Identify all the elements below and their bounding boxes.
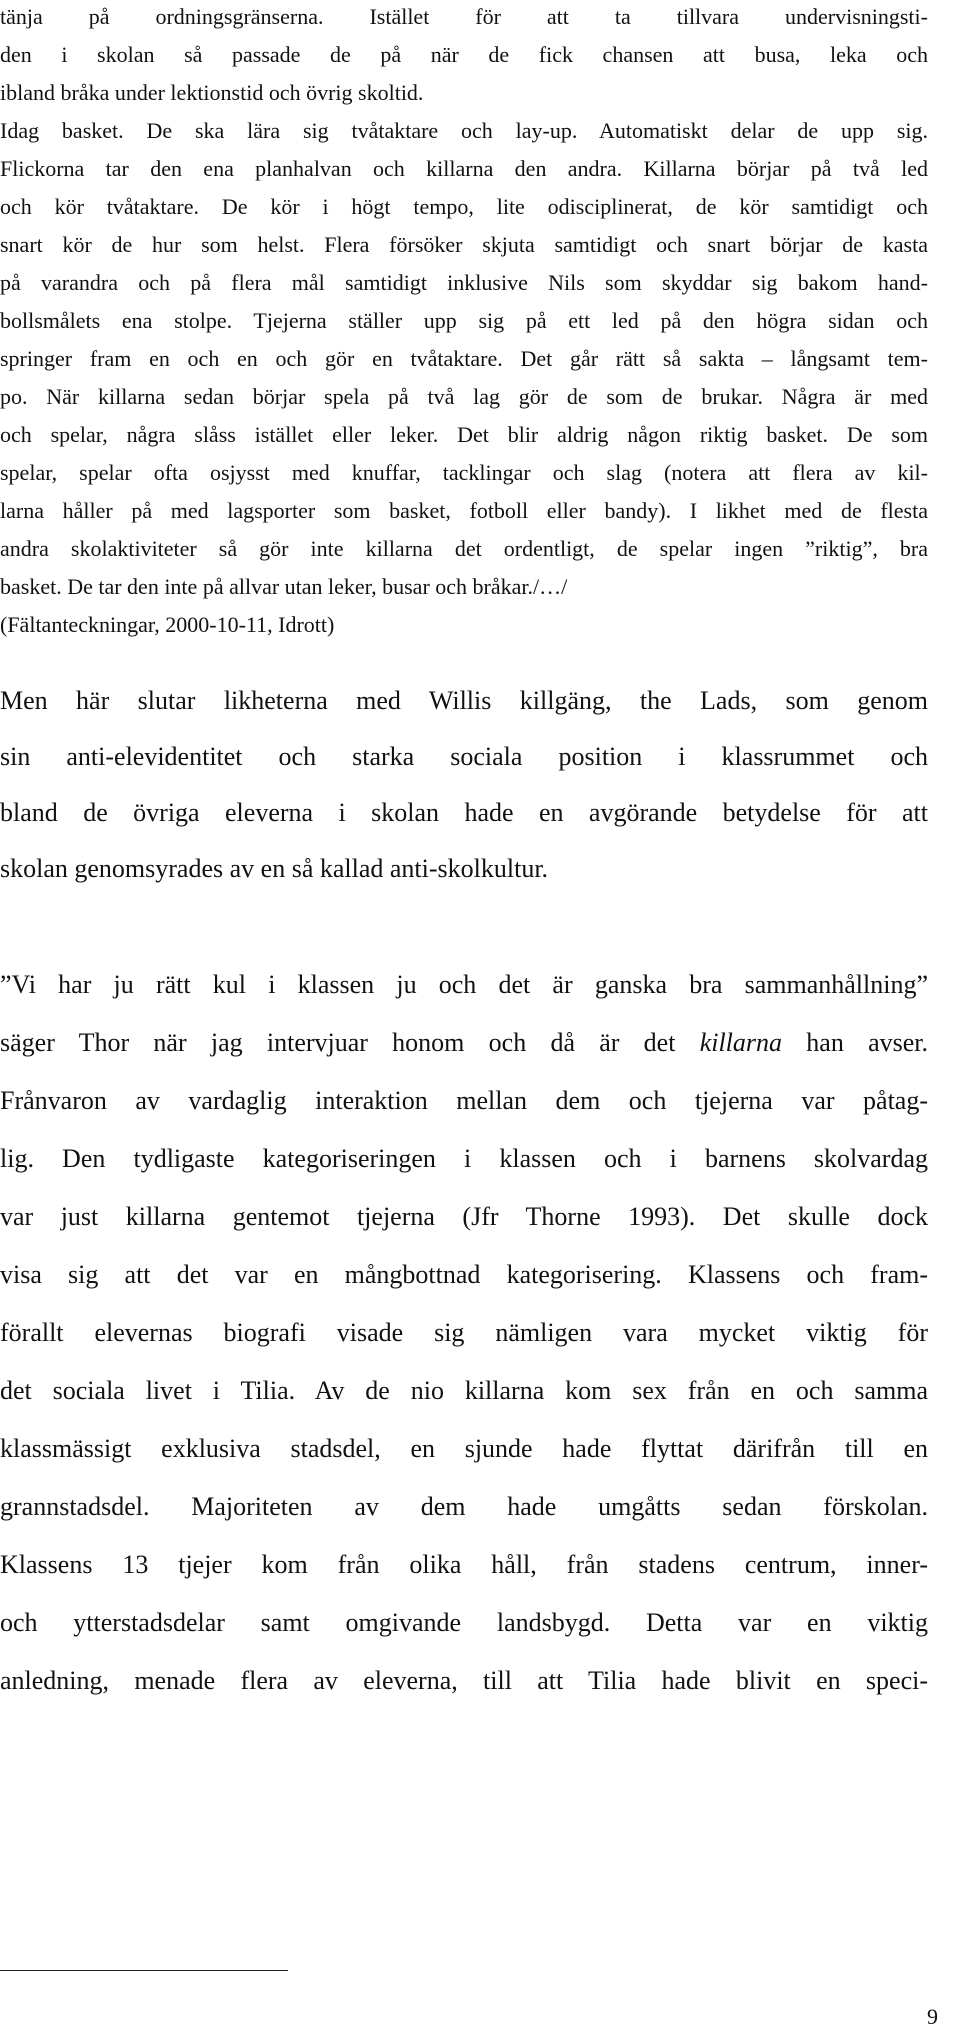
field-note-line: på varandra och på flera mål samtidigt inklusive Nils som skyddar sig bakom hand-	[0, 270, 928, 295]
field-note-line: ibland bråka under lektionstid och övrig skoltid.	[0, 80, 424, 105]
emphasis-text: killarna	[699, 1028, 783, 1057]
field-note-line: snart kör de hur som helst. Flera försöker skjuta samtidigt och snart börjar de kasta	[0, 232, 928, 257]
paragraph-line: och ytterstadsdelar samt omgivande landsbygd. Detta var en viktig	[0, 1608, 928, 1637]
field-note-citation: (Fältanteckningar, 2000-10-11, Idrott)	[0, 612, 335, 637]
field-note-line: bollsmålets ena stolpe. Tjejerna ställer upp sig på ett led på den högra sidan och	[0, 308, 928, 333]
page-number: 9	[927, 2004, 938, 2029]
paragraph-line: klassmässigt exklusiva stadsdel, en sjunde hade flyttat därifrån till en	[0, 1434, 928, 1463]
field-note-line: larna håller på med lagsporter som basket, fotboll eller bandy). I likhet med de flesta	[0, 498, 928, 523]
footer-divider	[0, 1970, 288, 1971]
paragraph-line: var just killarna gentemot tjejerna (Jfr Thorne 1993). Det skulle dock	[0, 1202, 928, 1231]
paragraph-line: grannstadsdel. Majoriteten av dem hade umgåtts sedan förskolan.	[0, 1492, 928, 1521]
field-note-line: Flickorna tar den ena planhalvan och killarna den andra. Killarna börjar på två led	[0, 156, 928, 181]
text-run: säger Thor när jag intervjuar honom och då är det	[0, 1028, 700, 1057]
paragraph-line: Frånvaron av vardaglig interaktion mellan dem och tjejerna var påtag-	[0, 1086, 928, 1115]
paragraph-line: Klassens 13 tjejer kom från olika håll, från stadens centrum, inner-	[0, 1550, 928, 1579]
paragraph-line: Men här slutar likheterna med Willis killgäng, the Lads, som genom	[0, 686, 928, 715]
field-note-line: andra skolaktiviteter så gör inte killarna det ordentligt, de spelar ingen ”riktig”, bra	[0, 536, 928, 561]
field-note-line: den i skolan så passade de på när de fick chansen att busa, leka och	[0, 42, 928, 67]
field-note-line: basket. De tar den inte på allvar utan leker, busar och bråkar./…/	[0, 574, 568, 599]
quote-line: ”Vi har ju rätt kul i klassen ju och det är ganska bra sammanhållning”	[0, 970, 928, 999]
paragraph-line: sin anti-elevidentitet och starka sociala position i klassrummet och	[0, 742, 928, 771]
paragraph-line: lig. Den tydligaste kategoriseringen i klassen och i barnens skolvardag	[0, 1144, 928, 1173]
paragraph-line: bland de övriga eleverna i skolan hade en avgörande betydelse för att	[0, 798, 928, 827]
paragraph-line: visa sig att det var en mångbottnad kategorisering. Klassens och fram-	[0, 1260, 928, 1289]
field-note-line: springer fram en och en och gör en tvåtaktare. Det går rätt så sakta – långsamt tem-	[0, 346, 928, 371]
field-note-line: spelar, spelar ofta osjysst med knuffar, tacklingar och slag (notera att flera av kil-	[0, 460, 928, 485]
field-note-line: och spelar, några slåss istället eller leker. Det blir aldrig någon riktig basket. De som	[0, 422, 928, 447]
paragraph-line: skolan genomsyrades av en så kallad anti-skolkultur.	[0, 854, 549, 883]
paragraph-line-with-emphasis	[0, 1028, 928, 1058]
paragraph-line: förallt elevernas biografi visade sig nämligen vara mycket viktig för	[0, 1318, 928, 1347]
text-run: han avser.	[782, 1028, 928, 1057]
field-note-line: och kör tvåtaktare. De kör i högt tempo, lite odisciplinerat, de kör samtidigt och	[0, 194, 928, 219]
field-note-line: po. När killarna sedan börjar spela på två lag gör de som de brukar. Några är med	[0, 384, 928, 409]
paragraph-line: anledning, menade flera av eleverna, till att Tilia hade blivit en speci-	[0, 1666, 928, 1695]
field-note-line: tänja på ordningsgränserna. Istället för att ta tillvara undervisningsti-	[0, 4, 928, 29]
paragraph-line: det sociala livet i Tilia. Av de nio killarna kom sex från en och samma	[0, 1376, 928, 1405]
field-note-line: Idag basket. De ska lära sig tvåtaktare och lay-up. Automatiskt delar de upp sig.	[0, 118, 928, 143]
